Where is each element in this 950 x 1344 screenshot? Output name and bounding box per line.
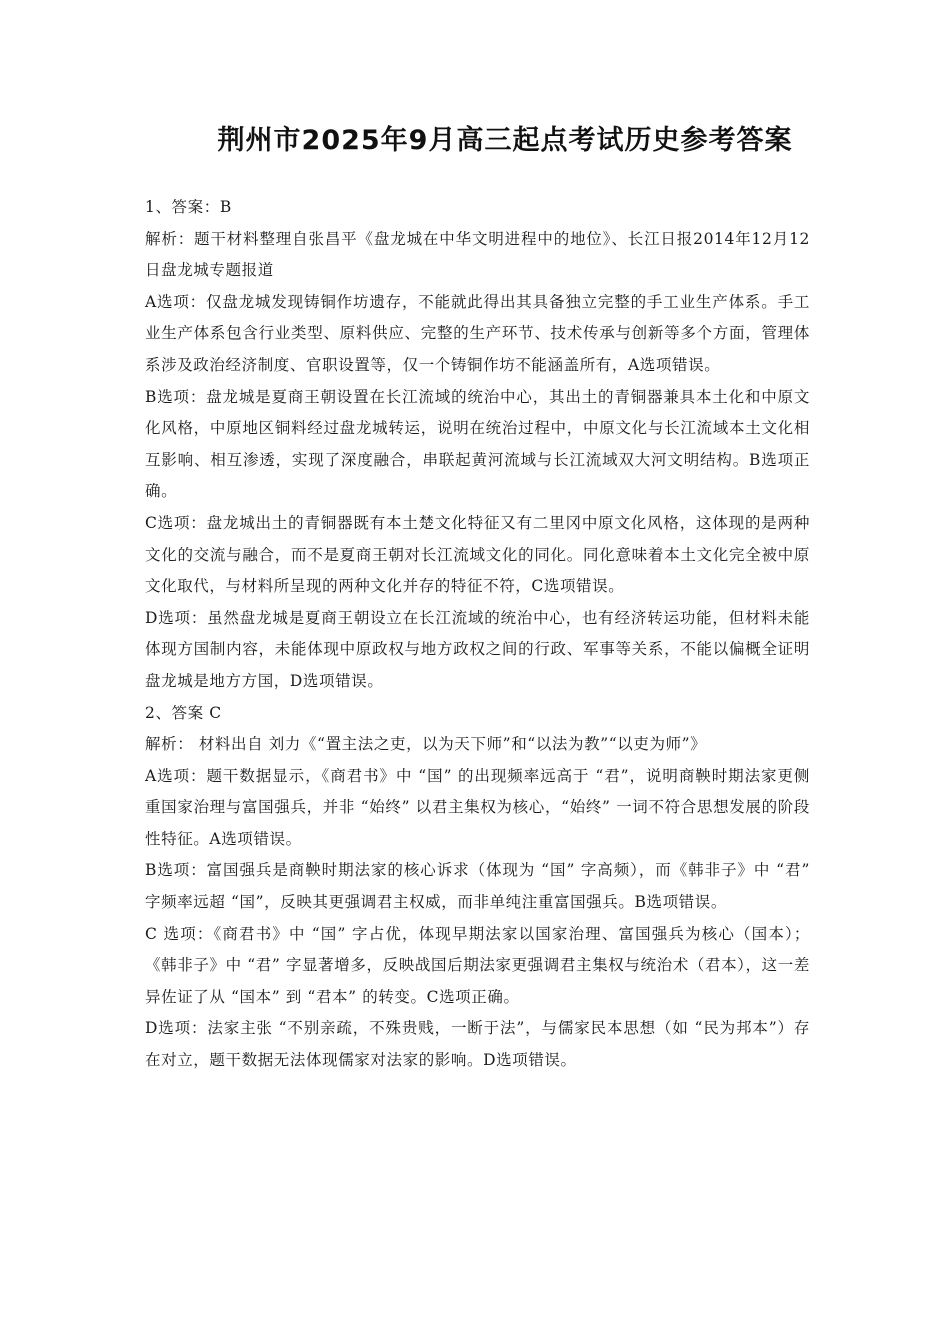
q1-analysis: 解析：题干材料整理自张昌平《盘龙城在中华文明进程中的地位》、长江日报2014年12月12日盘龙城专题报道	[145, 229, 810, 280]
q2-option-b: B选项：富国强兵是商鞅时期法家的核心诉求（体现为 “国” 字高频），而《韩非子》中 “君” 字频率远超 “国”，反映其更强调君主权威，而非单纯注重富国强兵。B选项错误。	[145, 861, 810, 912]
q2-option-c: C 选项：《商君书》中 “国” 字占优，体现早期法家以国家治理、富国强兵为核心（国本）；《韩非子》中 “君” 字显著增多，反映战国后期法家更强调君主集权与统治术（君本），这一差异佐证了从 “国本” 到 “君本” 的转变。C选项正确。	[145, 924, 810, 1006]
q2-answer: 2、答案 C	[145, 703, 222, 722]
q1-option-a: A选项：仅盘龙城发现铸铜作坊遗存，不能就此得出其具备独立完整的手工业生产体系。手工业生产体系包含行业类型、原料供应、完整的生产环节、技术传承与创新等多个方面，管理体系涉及政治经济制度、官职设置等，仅一个铸铜作坊不能涵盖所有，A选项错误。	[145, 292, 810, 374]
q1-option-c: C选项：盘龙城出土的青铜器既有本土楚文化特征又有二里冈中原文化风格，这体现的是两种文化的交流与融合，而不是夏商王朝对长江流域文化的同化。同化意味着本土文化完全被中原文化取代，与材料所呈现的两种文化并存的特征不符，C选项错误。	[145, 513, 810, 596]
q1-option-b: B选项：盘龙城是夏商王朝设置在长江流域的统治中心，其出土的青铜器兼具本土化和中原文化风格，中原地区铜料经过盘龙城转运，说明在统治过程中，中原文化与长江流域本土文化相互影响、相互渗透，实现了深度融合，串联起黄河流域与长江流域双大河文明结构。B选项正确。	[145, 387, 810, 501]
q2-option-d: D选项：法家主张 “不别亲疏，不殊贵贱，一断于法”，与儒家民本思想（如 “民为邦本”）存在对立，题干数据无法体现儒家对法家的影响。D选项错误。	[145, 1019, 810, 1070]
q2-analysis: 解析： 材料出自 刘力《“置主法之吏，以为天下师”和“以法为教”“以吏为师”》	[145, 735, 707, 754]
q1-answer: 1、答案：B	[145, 198, 232, 216]
q2-option-a: A选项：题干数据显示，《商君书》中 “国” 的出现频率远高于 “君”，说明商鞅时期法家更侧重国家治理与富国强兵，并非 “始终” 以君主集权为核心，“始终” 一词不符合思想发展的阶段性特征。A选项错误。	[145, 766, 810, 848]
document-body	[145, 192, 810, 1077]
document-title: 荆州市2025年9月高三起点考试历史参考答案	[217, 125, 793, 156]
q1-option-d: D选项：虽然盘龙城是夏商王朝设立在长江流域的统治中心，也有经济转运功能，但材料未能体现方国制内容，未能体现中原政权与地方政权之间的行政、军事等关系，不能以偏概全证明盘龙城是地方方国，D选项错误。	[145, 608, 810, 690]
